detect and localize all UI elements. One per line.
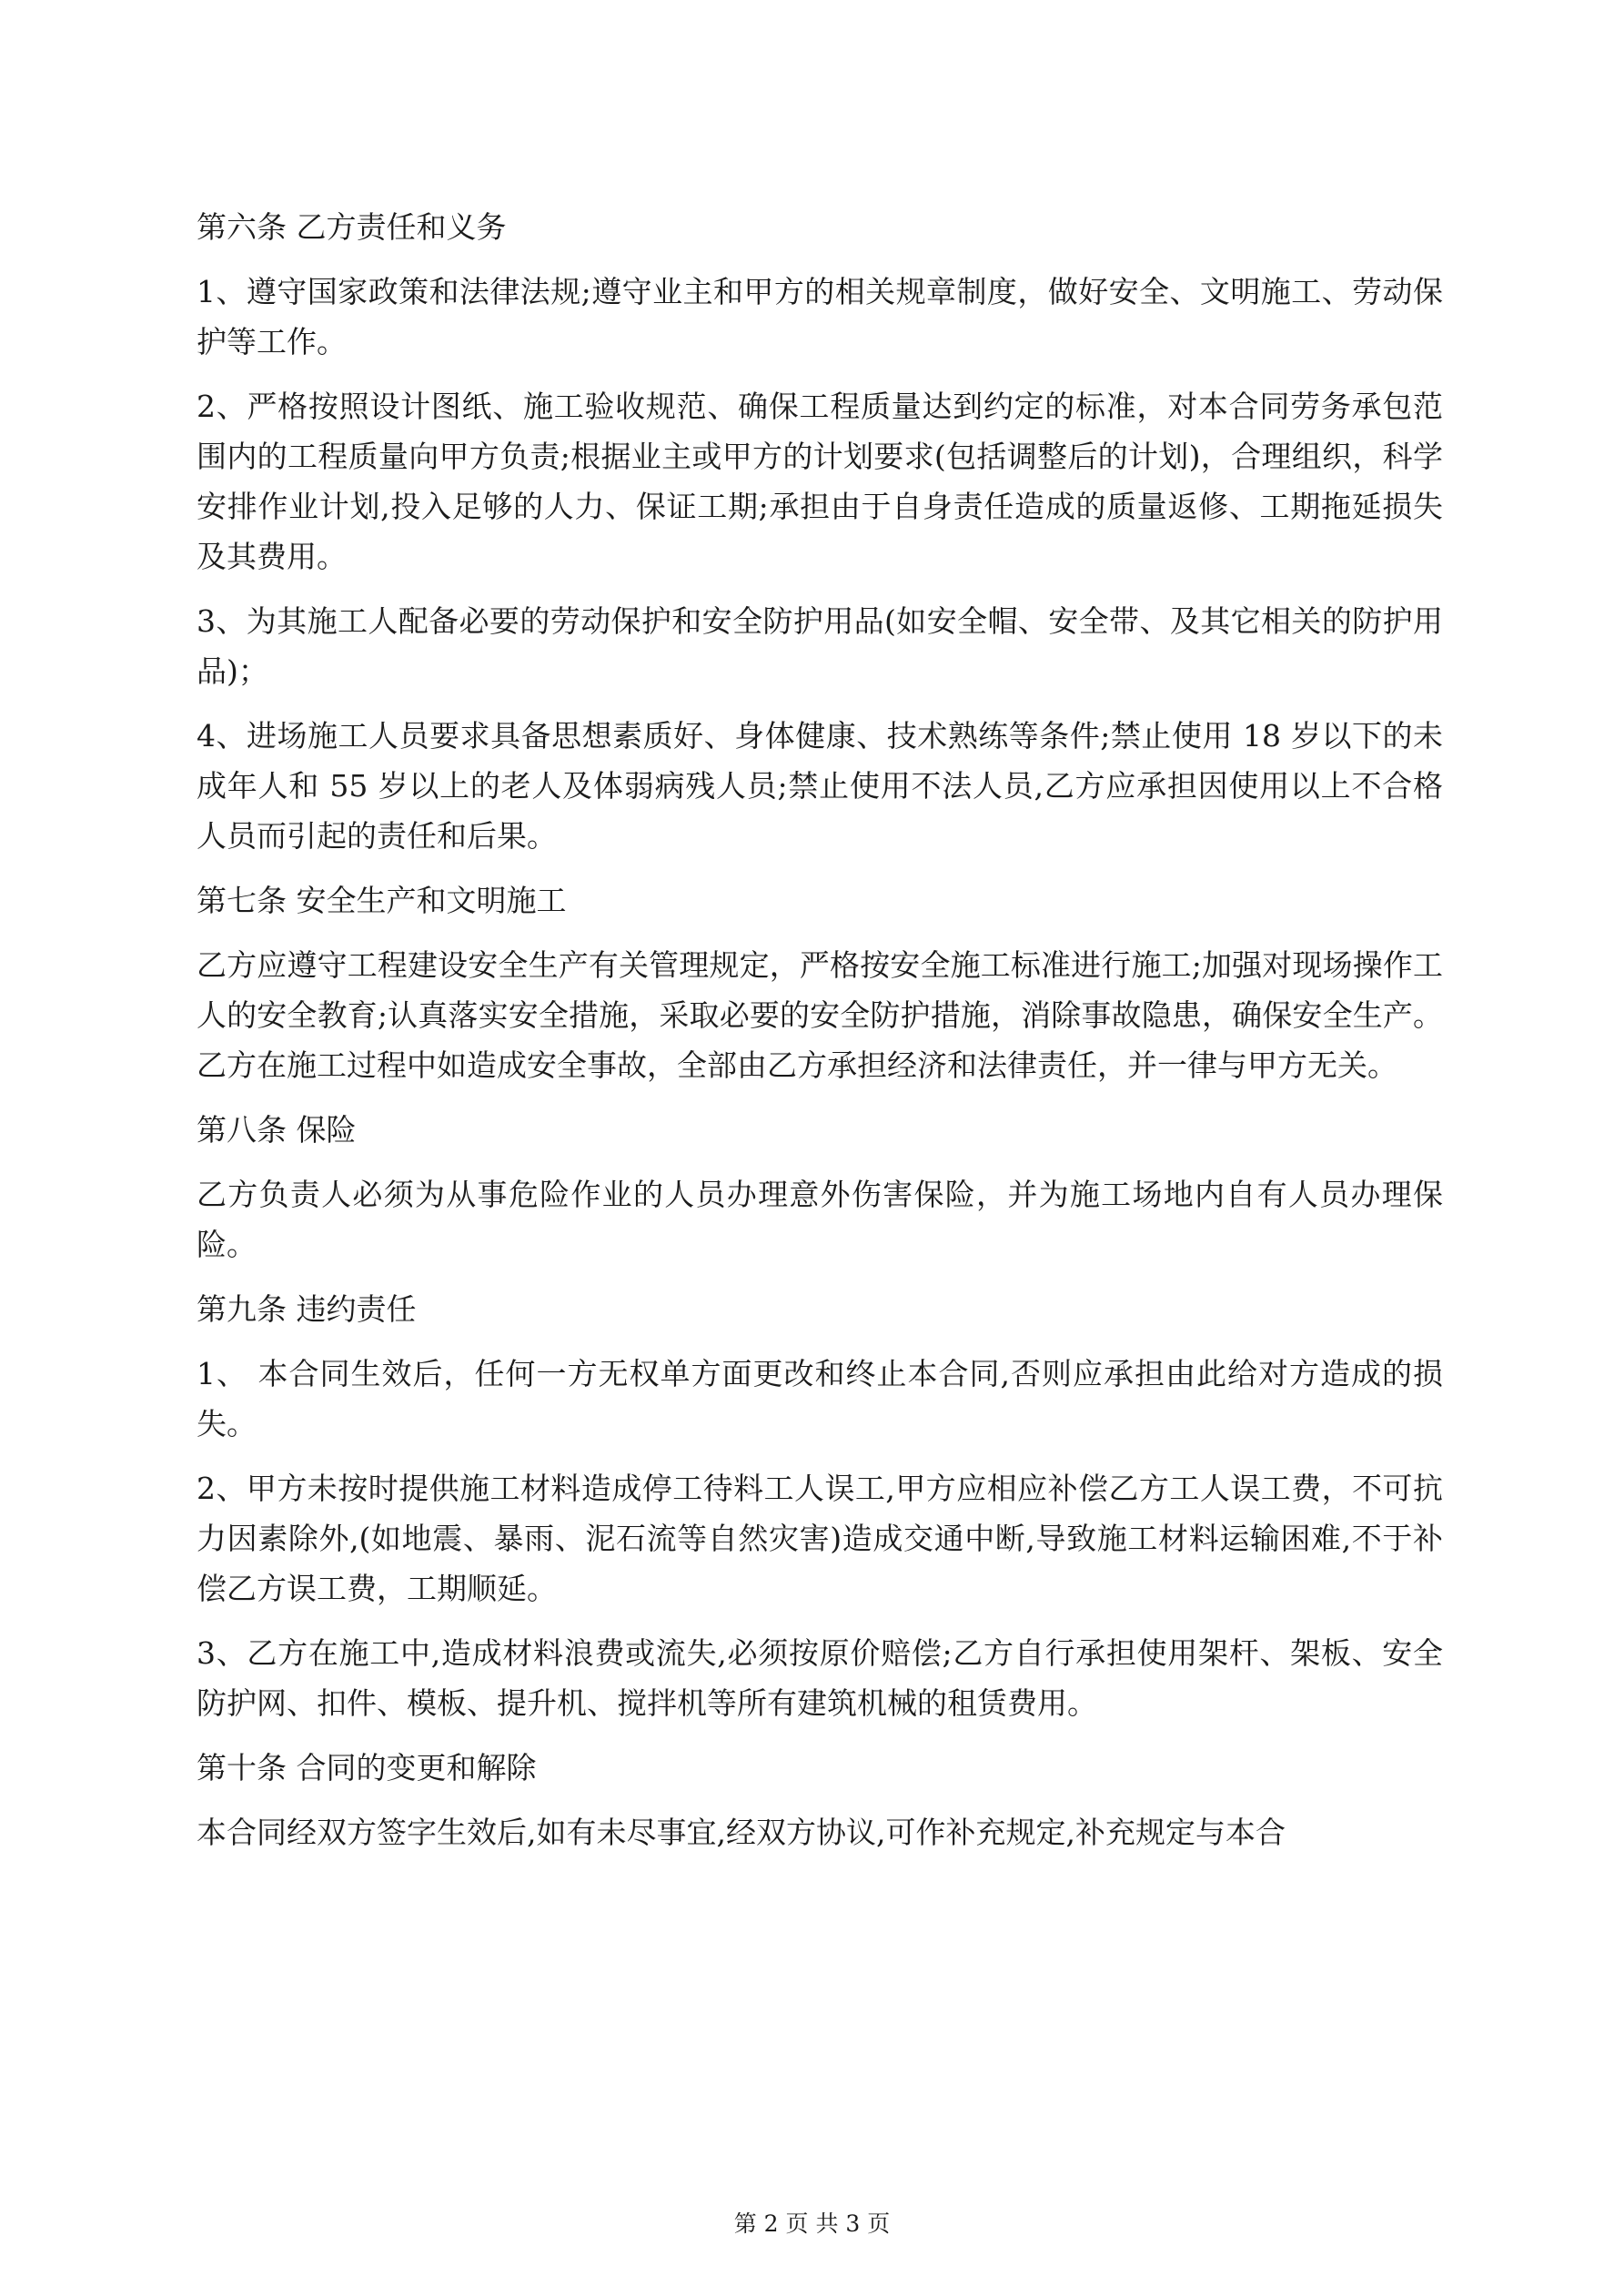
paragraph-6-1: 1、遵守国家政策和法律法规;遵守业主和甲方的相关规章制度，做好安全、文明施工、劳动保护等工作。 — [197, 274, 1443, 359]
paragraph-7-1: 乙方应遵守工程建设安全生产有关管理规定，严格按安全施工标准进行施工;加强对现场操作工人的安全教育;认真落实安全措施，采取必要的安全防护措施，消除事故隐患，确保安全生产。乙方在施工过程中如造成安全事故，全部由乙方承担经济和法律责任，并一律与甲方无关。 — [197, 947, 1443, 1083]
paragraph-6-2: 2、严格按照设计图纸、施工验收规范、确保工程质量达到约定的标准，对本合同劳务承包范围内的工程质量向甲方负责;根据业主或甲方的计划要求(包括调整后的计划)，合理组织，科学安排作业计划,投入足够的人力、保证工期;承担由于自身责任造成的质量返修、工期拖延损失及其费用。 — [197, 389, 1443, 574]
paragraph-9-2: 2、甲方未按时提供施工材料造成停工待料工人误工,甲方应相应补偿乙方工人误工费，不可抗力因素除外,(如地震、暴雨、泥石流等自然灾害)造成交通中断,导致施工材料运输困难,不于补偿乙方误工费，工期顺延。 — [197, 1471, 1443, 1606]
document-body — [197, 202, 1443, 1872]
paragraph-9-1: 1、 本合同生效后，任何一方无权单方面更改和终止本合同,否则应承担由此给对方造成的损失。 — [197, 1356, 1443, 1441]
paragraph-9-3: 3、乙方在施工中,造成材料浪费或流失,必须按原价赔偿;乙方自行承担使用架杆、架板、安全防护网、扣件、模板、提升机、搅拌机等所有建筑机械的租赁费用。 — [197, 1635, 1443, 1721]
paragraph-10-1: 本合同经双方签字生效后,如有未尽事宜,经双方协议,可作补充规定,补充规定与本合 — [197, 1815, 1286, 1850]
page-number-footer: 第 2 页 共 3 页 — [733, 2210, 891, 2237]
section-heading-article-6: 第六条 乙方责任和义务 — [197, 209, 507, 245]
section-heading-article-10: 第十条 合同的变更和解除 — [197, 1750, 537, 1785]
section-heading-article-7: 第七条 安全生产和文明施工 — [197, 883, 567, 918]
paragraph-6-3: 3、为其施工人配备必要的劳动保护和安全防护用品(如安全帽、安全带、及其它相关的防护用品)； — [197, 603, 1443, 689]
paragraph-8-1: 乙方负责人必须为从事危险作业的人员办理意外伤害保险，并为施工场地内自有人员办理保险。 — [197, 1177, 1443, 1262]
section-heading-article-9: 第九条 违约责任 — [197, 1291, 417, 1327]
section-heading-article-8: 第八条 保险 — [197, 1112, 357, 1148]
paragraph-6-4: 4、进场施工人员要求具备思想素质好、身体健康、技术熟练等条件;禁止使用 18 岁以下的未成年人和 55 岁以上的老人及体弱病残人员;禁止使用不法人员,乙方应承担因使用以上不合格人员而引起的责任和后果。 — [197, 718, 1443, 854]
